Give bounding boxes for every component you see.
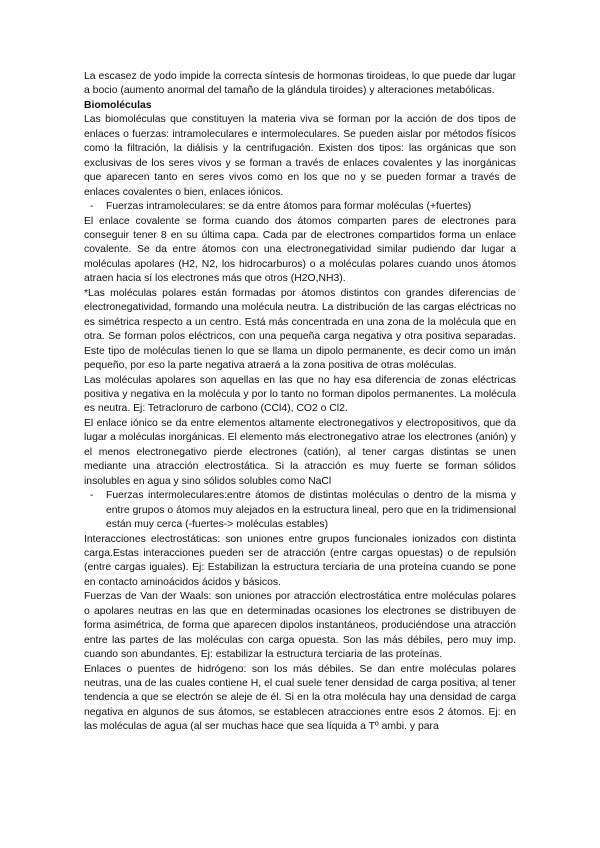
section-heading: Biomoléculas <box>84 99 152 111</box>
apolar-paragraph: Las moléculas apolares son aquellas en las que no hay esa diferencia de zonas eléctricas positiva y negativa en la molécula y por lo tanto no forman dipolos permanentes. La molécula es neutra. Ej: Tetracloruro de carbono (CCl4), CO2 o Cl2. <box>84 374 516 415</box>
bullet-marker: - <box>90 490 94 502</box>
van-der-waals-paragraph: Fuerzas de Van der Waals: son uniones por atracción electrostática entre moléculas polares o apolares neutras en las que en determinadas ocasiones los electrones se distribuyen de forma asimétrica, de forma que aparecen dipolos instantáneos, produciéndose una atracción entre las partes de las moléculas con carga opuesta. Son las más débiles, pero muy imp. cuando son abundantes. Ej: estabilizar la estructura terciaria de las proteínas. <box>84 591 516 661</box>
electrostatic-paragraph: Interacciones electrostáticas: son uniones entre grupos funcionales ionizados con distinta carga.Estas interacciones pueden ser de atracción (entre cargas opuestas) o de repulsión (entre cargas iguales). Ej: Estabilizan la estructura terciaria de una proteína cuando se pone en contacto aminoácidos ácidos y básicos. <box>84 533 516 588</box>
bullet-intermolecular <box>84 489 516 532</box>
bullet-marker: - <box>90 201 94 213</box>
intro-paragraph: La escasez de yodo impide la correcta síntesis de hormonas tiroideas, lo que puede dar lugar a bocio (aumento anormal del tamaño de la glándula tiroides) y alteraciones metabólicas. <box>84 71 516 97</box>
polar-paragraph: *Las moléculas polares están formadas por átomos distintos con grandes diferencias de electronegatividad, formando una molécula neutra. La distribución de las cargas eléctricas no es simétrica respecto a un centro. Está más concentrada en una zona de la molécula que en otra. Se forman polos eléctricos, con una pequeña carga negativa y otra positiva separadas. Este tipo de moléculas tienen lo que se llama un dipolo permanente, es decir como un imán pequeño, por eso la parte negativa atraerá a la zona positiva de otras moléculas. <box>84 287 516 372</box>
bullet-intramolecular <box>84 200 516 214</box>
covalent-paragraph: El enlace covalente se forma cuando dos átomos comparten pares de electrones para conseguir tener 8 en su última capa. Cada par de electrones compartidos forma un enlace covalente. Se da entre átomos con una electronegatividad similar pudiendo dar lugar a moléculas apolares (H2, N2, los hidrocarburos) o a moléculas polares cuando unos átomos atraen hacia sí los electrones más que otros (H2O,NH3). <box>84 215 516 285</box>
ionic-paragraph: El enlace iónico se da entre elementos altamente electronegativos y electropositivos, que da lugar a moléculas inorgánicas. El elemento más electronegativo atrae los electrones (anión) y el menos electronegativo pierde electrones (catión), al tener cargas distintas se unen mediante una atracción electrostática. Si la atracción es muy fuerte se forman sólidos insolubles en agua y sino sólidos solubles como NaCl <box>84 417 516 487</box>
biomolecules-paragraph: Las biomoléculas que constituyen la materia viva se forman por la acción de dos tipos de enlaces o fuerzas: intramoleculares e intermoleculares. Se pueden aislar por métodos físicos como la filtración, la diálisis y la centrifugación. Existen dos tipos: las orgánicas que son exclusivas de los seres vivos y se forman a través de enlaces covalentes y las inorgánicas que aparecen tanto en seres vivos como en los que no y se pueden formar a través de enlaces covalentes o bien, enlaces iónicos. <box>84 114 516 198</box>
bullet-text: Fuerzas intramoleculares: se da entre átomos para formar moléculas (+fuertes) <box>106 201 472 213</box>
hydrogen-bond-paragraph: Enlaces o puentes de hidrógeno: son los más débiles. Se dan entre moléculas polares neutras, una de las cuales contiene H, el cual suele tener densidad de carga positiva, al tener tendencia a que se electrón se aleje de él. Si en la otra molécula hay una densidad de carga negativa en algunos de sus átomos, se establecen atracciones entre esos 2 átomos. Ej: en las moléculas de agua (al ser muchas hace que sea líquida a Tº ambi. y para <box>84 663 516 733</box>
bullet-text: Fuerzas intermoleculares:entre átomos de distintas moléculas o dentro de la misma y entre grupos o átomos muy alejados en la estructura lineal, pero que en la tridimensional están muy cerca (-fuertes-> moléculas estables) <box>106 490 516 531</box>
